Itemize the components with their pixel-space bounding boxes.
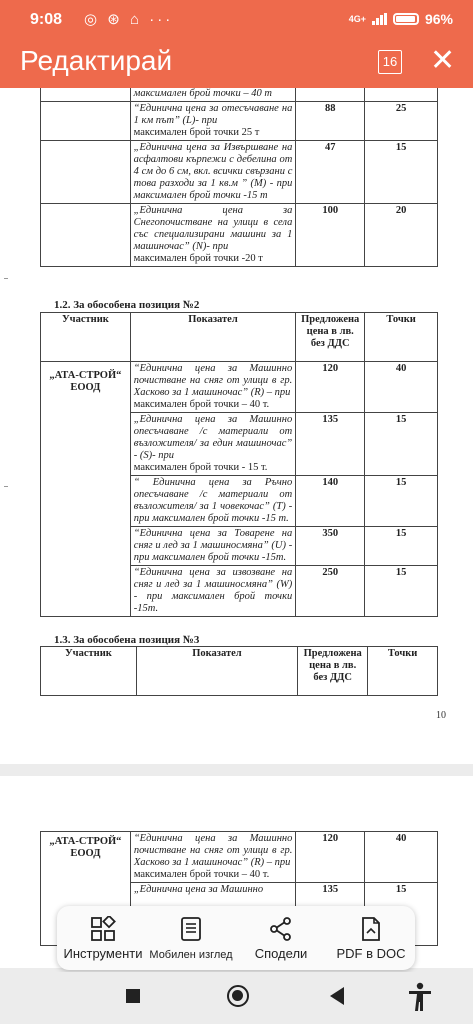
section-title-2: 1.2. За обособена позиция №2	[54, 299, 200, 311]
status-bar	[0, 0, 473, 40]
back-icon[interactable]	[330, 987, 344, 1005]
document-viewer[interactable]	[0, 88, 473, 968]
share-button[interactable]	[239, 906, 323, 970]
pdf-to-doc-button[interactable]	[327, 906, 415, 970]
price-cell: 350	[296, 527, 365, 566]
header-participant: Участник	[41, 313, 131, 362]
status-time: 9:08	[30, 11, 63, 28]
price-cell: 135	[296, 413, 365, 476]
network-label: 4G+	[348, 14, 366, 24]
table-row	[41, 102, 438, 141]
table-row	[41, 88, 438, 102]
margin-mark	[4, 486, 8, 487]
points-cell: 15	[365, 141, 438, 204]
price-cell: 250	[296, 566, 365, 617]
table-row	[41, 204, 438, 267]
status-right	[349, 11, 453, 27]
participant-cell: „АТА-СТРОЙ“ ЕООД	[41, 832, 131, 946]
participant-cell: „АТА-СТРОЙ“ ЕООД	[41, 362, 131, 617]
mobile-view-button[interactable]	[149, 906, 233, 970]
price-cell: 135	[296, 883, 365, 946]
indicator-cell: максимален брой точки – 40 т	[130, 88, 296, 102]
home-icon[interactable]	[227, 985, 249, 1007]
header-price: Предложена цена в лв. без ДДС	[298, 647, 368, 696]
app-bar	[0, 40, 473, 88]
page-number: 10	[436, 710, 446, 721]
table-row	[41, 362, 438, 413]
pdf-to-doc-label: PDF в DOC	[336, 946, 406, 961]
share-label: Сподели	[254, 946, 308, 961]
points-cell: 20	[365, 204, 438, 267]
points-cell: 15	[365, 413, 438, 476]
indicator-cell: „Единична цена за Извършване на асфалтови кърпежи с дебелина от 4 см до 6 см, вкл. всички свързани с това разходи за 1 кв.м ” (М) - при максимален брой точки -15 т	[130, 141, 296, 204]
points-cell: 15	[365, 527, 438, 566]
signal-icon	[372, 13, 387, 25]
indicator-cell: “Единична цена за Товарене на сняг и лед за 1 машиносмяна” (U) - при максимален брой точки -15т.	[130, 527, 295, 566]
table-header	[41, 313, 438, 362]
mobile-view-icon	[178, 916, 204, 942]
close-icon[interactable]: ✕	[430, 44, 456, 77]
edit-title[interactable]: Редактирай	[20, 45, 173, 76]
price-cell: 88	[296, 102, 365, 141]
points-cell: 15	[365, 476, 438, 527]
price-cell: 140	[296, 476, 365, 527]
indicator-cell: “Единична цена за Машинно почистване на сняг от улици в гр. Хасково за 1 машиночас” (R) – при максимален брой точки – 40 т.	[130, 832, 296, 883]
header-indicator: Показател	[130, 313, 295, 362]
grid-tools-icon	[90, 916, 116, 942]
table-header	[41, 647, 438, 696]
table-position-3	[40, 646, 438, 696]
pdf-to-doc-icon	[358, 916, 384, 942]
indicator-cell: “Единична цена за Машинно почистване на сняг от улици в гр. Хасково за 1 машиночас” (R) – при максимален брой точки – 40 т.	[130, 362, 295, 413]
indicator-cell: “Единична цена за отесъчаване на 1 км път” (L)- при максимален брой точки 25 т	[130, 102, 296, 141]
document-page	[0, 88, 473, 764]
indicator-cell: „Единична цена за Снегопочистване на улици в села със специализирани машини за 1 машиночас” (N)- при максимален брой точки -20 т	[130, 204, 296, 267]
indicator-cell: “Единична цена за извозване на сняг и лед за 1 машиносмяна” (W) - при максимален брой точки -15т.	[130, 566, 295, 617]
system-nav-bar	[0, 972, 473, 1024]
section-title-3: 1.3. За обособена позиция №3	[54, 634, 200, 646]
indicator-cell: “ Единична цена за Ръчно опесъчаване /с материали от възложителя/ за 1 човекочас” (Т) - при максимален брой точки -15 т.	[130, 476, 295, 527]
tools-button[interactable]	[57, 906, 149, 970]
price-cell: 47	[296, 141, 365, 204]
page-count-badge[interactable]: 16	[378, 50, 402, 74]
points-cell: 15	[365, 566, 438, 617]
points-cell: 40	[365, 832, 438, 883]
accessibility-icon[interactable]	[406, 982, 434, 1012]
table-row	[41, 141, 438, 204]
header-points: Точки	[368, 647, 438, 696]
header-indicator: Показател	[136, 647, 297, 696]
points-cell: 25	[365, 102, 438, 141]
indicator-cell: „Единична цена за Машинно опесъчаване /с материали от възложителя/ за един машиночас” - (S)- при максимален брой точки - 15 т.	[130, 413, 295, 476]
indicator-cell: „Единична цена за Машинно	[130, 883, 296, 946]
price-cell: 120	[296, 832, 365, 883]
table-position-2	[40, 312, 438, 617]
notification-icons: ◎ ⊛ ⌂ ···	[84, 11, 174, 28]
points-cell: 40	[365, 362, 438, 413]
header-participant: Участник	[41, 647, 137, 696]
battery-icon	[393, 13, 419, 25]
share-icon	[268, 916, 294, 942]
margin-mark	[4, 278, 8, 279]
bottom-toolbar	[57, 906, 415, 970]
table-row	[41, 832, 438, 883]
battery-level: 96%	[424, 11, 453, 27]
recent-apps-icon[interactable]	[126, 989, 140, 1003]
points-cell: 15	[365, 883, 438, 946]
tools-label: Инструменти	[63, 946, 143, 961]
header-price: Предложена цена в лв. без ДДС	[296, 313, 365, 362]
price-cell: 120	[296, 362, 365, 413]
table-position-1-continued	[40, 88, 438, 267]
header-points: Точки	[365, 313, 438, 362]
price-cell: 100	[296, 204, 365, 267]
mobile-view-label: Мобилен изглед	[149, 949, 233, 961]
